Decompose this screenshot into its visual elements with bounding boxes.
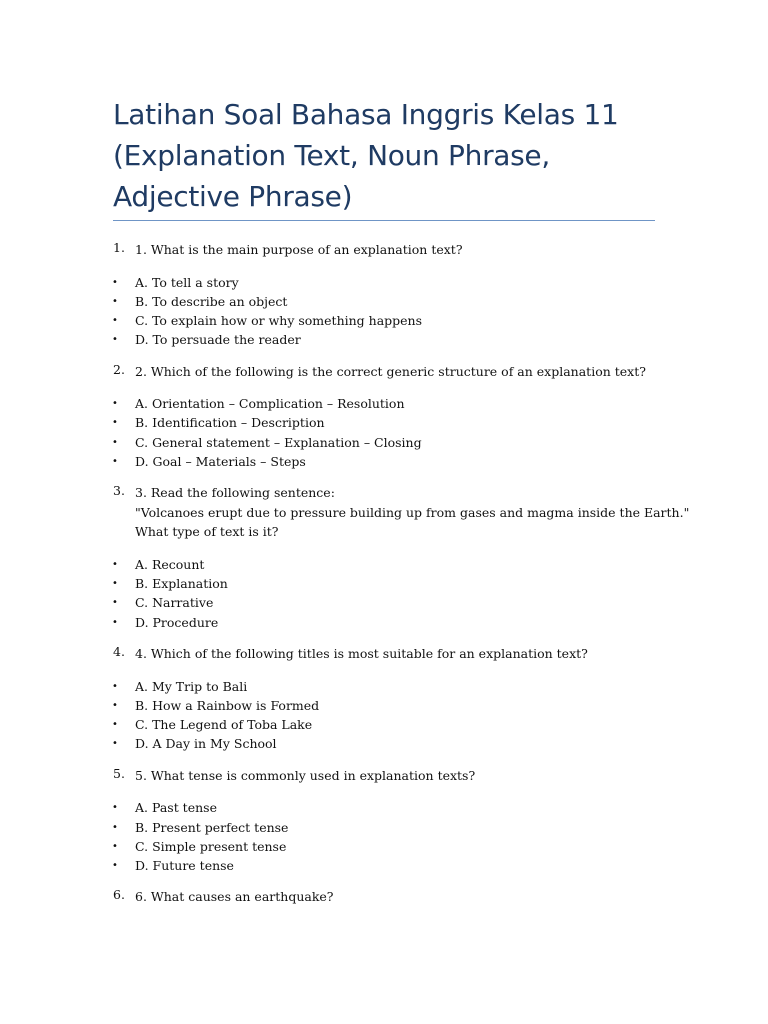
option-text: B. Present perfect tense [135, 819, 289, 835]
question-5 [0, 766, 768, 786]
options-list [0, 798, 768, 875]
option-item [0, 856, 768, 875]
question-3 [0, 483, 768, 542]
bullet-icon: • [112, 578, 118, 590]
options-list [0, 273, 768, 350]
option-text: D. Procedure [135, 614, 219, 630]
question-number: 2. [113, 361, 125, 377]
bullet-icon: • [112, 436, 118, 448]
option-text: C. To explain how or why something happens [135, 313, 423, 329]
option-text: C. Simple present tense [135, 838, 287, 854]
option-text: D. A Day in My School [135, 736, 277, 752]
option-item [0, 555, 768, 574]
option-item [0, 452, 768, 471]
question-quote: "Volcanoes erupt due to pressure building up from gases and magma inside the Earth." [135, 504, 690, 520]
question-text: 3. Read the following sentence: [135, 485, 335, 501]
option-item [0, 273, 768, 292]
option-item [0, 734, 768, 753]
option-text: B. Explanation [135, 576, 228, 592]
option-item [0, 798, 768, 817]
bullet-icon: • [112, 398, 118, 410]
question-4 [0, 644, 768, 664]
bullet-icon: • [112, 860, 118, 872]
bullet-icon: • [112, 597, 118, 609]
option-item [0, 413, 768, 432]
option-text: B. How a Rainbow is Formed [135, 697, 320, 713]
bullet-icon: • [112, 558, 118, 570]
bullet-icon: • [112, 295, 118, 307]
option-text: C. The Legend of Toba Lake [135, 717, 313, 733]
option-item [0, 593, 768, 612]
option-text: A. To tell a story [135, 274, 239, 290]
options-list [0, 394, 768, 471]
option-item [0, 292, 768, 311]
bullet-icon: • [112, 699, 118, 711]
option-item [0, 696, 768, 715]
bullet-icon: • [112, 680, 118, 692]
option-text: B. To describe an object [135, 293, 288, 309]
option-item [0, 677, 768, 696]
question-text: 1. What is the main purpose of an explanation text? [135, 242, 463, 257]
option-item [0, 330, 768, 349]
question-text: What type of text is it? [135, 524, 279, 540]
question-number: 5. [113, 765, 125, 781]
option-text: B. Identification – Description [135, 415, 325, 431]
bullet-icon: • [112, 276, 118, 288]
bullet-icon: • [112, 334, 118, 346]
option-item [0, 818, 768, 837]
option-text: D. To persuade the reader [135, 332, 301, 348]
question-number: 4. [113, 644, 125, 660]
question-list [0, 240, 768, 907]
question-text: 4. Which of the following titles is most suitable for an explanation text? [135, 646, 588, 662]
option-text: A. Recount [135, 556, 205, 572]
bullet-icon: • [112, 417, 118, 429]
question-text: 2. Which of the following is the correct generic structure of an explanation text? [135, 363, 646, 379]
option-text: C. General statement – Explanation – Closing [135, 434, 422, 450]
options-list [0, 555, 768, 632]
option-text: D. Future tense [135, 858, 234, 874]
bullet-icon: • [112, 456, 118, 468]
bullet-icon: • [112, 802, 118, 814]
question-number: 3. [113, 483, 125, 499]
option-text: C. Narrative [135, 595, 214, 611]
bullet-icon: • [112, 616, 118, 628]
option-item [0, 715, 768, 734]
question-number: 6. [113, 887, 125, 903]
question-1 [0, 240, 768, 260]
question-6 [0, 887, 768, 907]
option-text: A. My Trip to Bali [135, 678, 248, 694]
question-text: 5. What tense is commonly used in explanation texts? [135, 767, 476, 783]
question-number: 1. [113, 240, 125, 255]
document-title: Latihan Soal Bahasa Inggris Kelas 11 (Explanation Text, Noun Phrase, Adjective Phrase) [113, 98, 619, 213]
bullet-icon: • [112, 821, 118, 833]
question-2 [0, 362, 768, 382]
bullet-icon: • [112, 315, 118, 327]
title-underline [113, 220, 655, 221]
question-text: 6. What causes an earthquake? [135, 889, 334, 905]
option-item [0, 574, 768, 593]
option-item [0, 837, 768, 856]
bullet-icon: • [112, 738, 118, 750]
option-item [0, 433, 768, 452]
option-text: A. Past tense [135, 800, 217, 816]
option-text: D. Goal – Materials – Steps [135, 454, 306, 470]
bullet-icon: • [112, 840, 118, 852]
option-text: A. Orientation – Complication – Resolution [135, 396, 405, 412]
option-item [0, 613, 768, 632]
option-item [0, 311, 768, 330]
option-item [0, 394, 768, 413]
bullet-icon: • [112, 719, 118, 731]
options-list [0, 677, 768, 754]
